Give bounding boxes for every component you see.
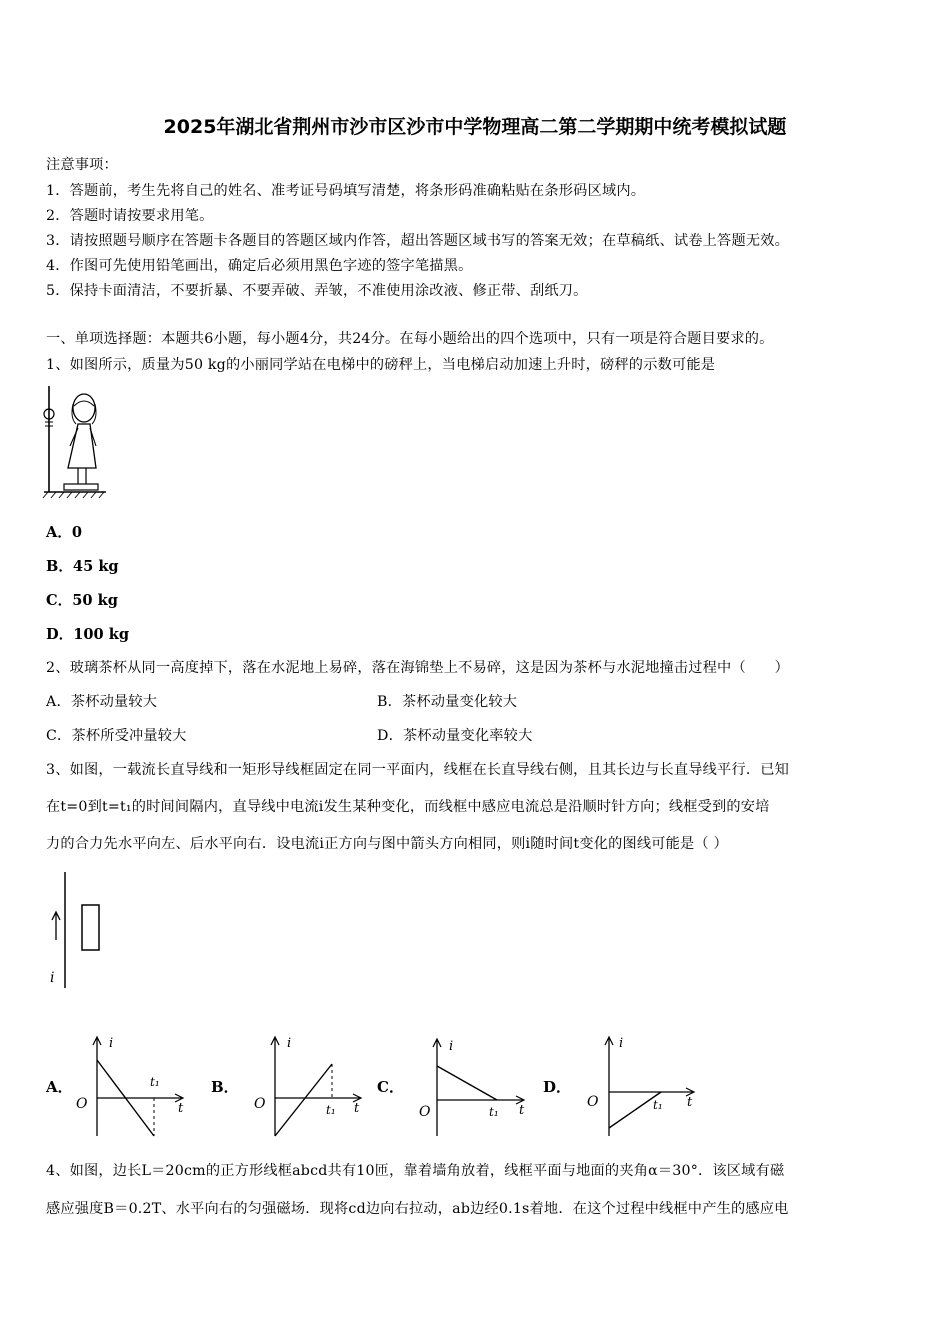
notice-heading: 注意事项： — [46, 157, 118, 173]
page-title: 2025年湖北省荆州市沙市区沙市中学物理高二第二学期期中统考模拟试题 — [163, 116, 787, 138]
question-3-line: 在t=0到t=t₁的时间间隔内，直导线中电流i发生某种变化，而线框中感应电流总是沿顺时针方向；线框受到的安培 — [46, 799, 770, 815]
x-axis-label: t — [519, 1103, 525, 1118]
q3-option-c[interactable]: C． — [377, 1078, 404, 1096]
question-1-stem: 1、如图所示，质量为50 kg的小丽同学站在电梯中的磅秤上，当电梯启动加速上升时，磅秤的示数可能是 — [46, 357, 716, 373]
graph-a — [70, 1032, 195, 1142]
y-axis-label: i — [449, 1039, 454, 1054]
y-axis-label: i — [109, 1036, 114, 1051]
graph-d — [583, 1032, 708, 1142]
q3-option-d[interactable]: D． — [543, 1078, 572, 1096]
notice-item: 3．请按照题号顺序在答题卡各题目的答题区域内作答，超出答题区域书写的答案无效；在草稿纸、试卷上答题无效。 — [46, 233, 789, 249]
q2-option-a[interactable]: A．茶杯动量较大 — [46, 694, 158, 710]
origin-label: O — [419, 1104, 431, 1120]
graph-b — [248, 1032, 373, 1142]
current-label: i — [50, 970, 55, 986]
q3-option-a[interactable]: A． — [46, 1078, 73, 1096]
y-axis-label: i — [287, 1036, 292, 1051]
x-axis-label: t — [354, 1101, 360, 1116]
origin-label: O — [76, 1096, 88, 1112]
tick-label: t₁ — [653, 1098, 663, 1112]
graph-c — [415, 1032, 540, 1142]
origin-label: O — [587, 1094, 599, 1110]
section-heading: 一、单项选择题：本题共6小题，每小题4分，共24分。在每小题给出的四个选项中，只有一项是符合题目要求的。 — [46, 331, 774, 347]
question-4-line: 感应强度B＝0.2T、水平向右的匀强磁场．现将cd边向右拉动，ab边经0.1s着地．在这个过程中线框中产生的感应电 — [46, 1201, 789, 1217]
q2-option-c[interactable]: C．茶杯所受冲量较大 — [46, 728, 187, 744]
q1-option-c[interactable]: C．50 kg — [46, 592, 118, 609]
tick-label: t₁ — [489, 1105, 499, 1119]
q3-option-b[interactable]: B． — [211, 1078, 239, 1096]
notice-item: 5．保持卡面清洁，不要折暴、不要弄破、弄皱，不准使用涂改液、修正带、刮纸刀。 — [46, 283, 588, 299]
wire-loop-figure — [44, 870, 114, 992]
y-axis-label: i — [619, 1036, 624, 1051]
question-4-line: 4、如图，边长L＝20cm的正方形线框abcd共有10匝，靠着墙角放着，线框平面与地面的夹角α＝30°．该区域有磁 — [46, 1163, 785, 1179]
q1-option-a[interactable]: A．0 — [46, 524, 83, 541]
question-2-stem: 2、玻璃茶杯从同一高度掉下，落在水泥地上易碎，落在海锦垫上不易碎，这是因为茶杯与水泥地撞击过程中（ ） — [46, 660, 789, 676]
notice-item: 4．作图可先使用铅笔画出，确定后必须用黑色字迹的签字笔描黑。 — [46, 258, 473, 274]
scale-figure — [40, 384, 110, 502]
q2-option-b[interactable]: B．茶杯动量变化较大 — [377, 694, 518, 710]
notice-item: 2．答题时请按要求用笔。 — [46, 208, 214, 224]
tick-label: t₁ — [326, 1103, 336, 1117]
x-axis-label: t — [178, 1101, 184, 1116]
notice-item: 1．答题前，考生先将自己的姓名、准考证号码填写清楚，将条形码准确粘贴在条形码区域内。 — [46, 183, 646, 199]
tick-label: t₁ — [150, 1075, 160, 1089]
q1-option-d[interactable]: D．100 kg — [46, 626, 130, 643]
q2-option-d[interactable]: D．茶杯动量变化率较大 — [377, 728, 533, 744]
origin-label: O — [254, 1096, 266, 1112]
question-3-line: 3、如图，一载流长直导线和一矩形导线框固定在同一平面内，线框在长直导线右侧，且其长边与长直导线平行．已知 — [46, 762, 789, 778]
question-3-line: 力的合力先水平向左、后水平向右．设电流i正方向与图中箭头方向相同，则i随时间t变化的图线可能是（ ） — [46, 836, 728, 852]
q1-option-b[interactable]: B．45 kg — [46, 558, 119, 575]
x-axis-label: t — [687, 1095, 693, 1110]
